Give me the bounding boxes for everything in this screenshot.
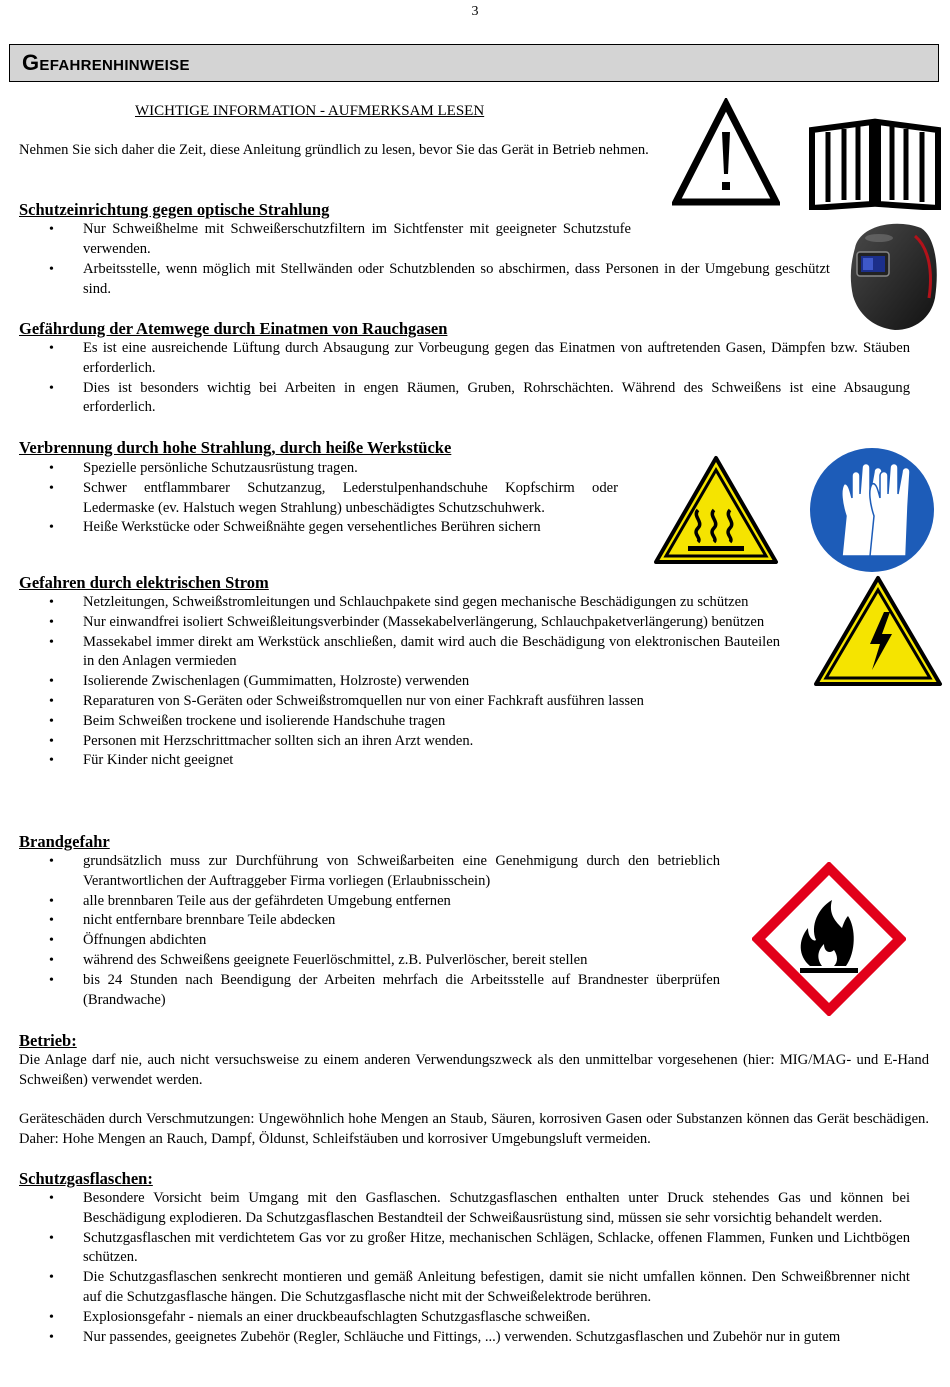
section-heading-gas: Schutzgasflaschen: — [19, 1169, 153, 1188]
section-heading-electric: Gefahren durch elektrischen Strom — [19, 573, 269, 592]
read-manual-icon — [806, 118, 944, 210]
list-item: • nicht entfernbare brennbare Teile abdecken — [0, 911, 720, 931]
section-heading-operation: Betrieb: — [19, 1031, 77, 1050]
respiratory-list — [0, 339, 910, 418]
high-voltage-icon — [812, 574, 944, 688]
list-item: • bis 24 Stunden nach Beendigung der Arbeiten mehrfach die Arbeitsstelle auf Brandnester überprüfen (Brandwache) — [0, 971, 720, 1011]
list-item: • Personen mit Herzschrittmacher sollten sich an ihren Arzt wenden. — [0, 732, 780, 752]
list-item: • Nur einwandfrei isoliert Schweißleitungsverbinder (Massekabelverlängerung, Schlauchpaketverlängerung) benützen — [0, 613, 780, 633]
list-item: • während des Schweißens geeignete Feuerlöschmittel, z.B. Pulverlöscher, bereit stellen — [0, 951, 720, 971]
optical-list-2 — [0, 260, 830, 300]
list-item: • Massekabel immer direkt am Werkstück anschließen, damit wird auch die Beschädigung von elektronischen Bauteilen in den Anlagen vermieden — [0, 633, 780, 673]
fire-list — [0, 852, 720, 1010]
list-item: • grundsätzlich muss zur Durchführung von Schweißarbeiten eine Genehmigung durch den betrieblich Verantwortlichen der Auftraggeber Firma vorliegen (Erlaubnisschein) — [0, 852, 720, 892]
list-item: • Besondere Vorsicht beim Umgang mit den Gasflaschen. Schutzgasflaschen enthalten unter Druck stehendes Gas und können bei Beschädigung explodieren. Da Schutzgasflaschen Bestandteil der Schweißausrüstung sind, müssen sie sehr vorsichtig behandelt werden. — [0, 1189, 910, 1229]
list-item: • Reparaturen von S-Geräten oder Schweißstromquellen nur von einer Fachkraft ausführen lassen — [0, 692, 780, 712]
welding-helmet-icon — [845, 218, 941, 332]
flammable-icon — [752, 862, 906, 1016]
intro-paragraph: Nehmen Sie sich daher die Zeit, diese Anleitung gründlich zu lesen, bevor Sie das Gerät in Betrieb nehmen. — [19, 142, 649, 158]
section-heading-burns: Verbrennung durch hohe Strahlung, durch heiße Werkstücke — [19, 438, 452, 457]
list-item: • Explosionsgefahr - niemals an einer druckbeaufschlagten Schutzgasflasche schweißen. — [0, 1308, 910, 1328]
page-number: 3 — [471, 4, 479, 19]
hot-surface-icon — [652, 454, 780, 566]
list-item: • Beim Schweißen trockene und isolierende Handschuhe tragen — [0, 712, 780, 732]
list-item: • Dies ist besonders wichtig bei Arbeiten in engen Räumen, Gruben, Rohrschächten. Während des Schweißens ist eine Absaugung erforderlich. — [0, 379, 910, 419]
page-title-text: Gefahrenhinweise — [22, 50, 190, 75]
list-item: • Netzleitungen, Schweißstromleitungen und Schlauchpakete sind gegen mechanische Beschädigungen zu schützen — [0, 593, 780, 613]
list-item: • Es ist eine ausreichende Lüftung durch Absaugung zur Vorbeugung gegen das Einatmen von auftretenden Gasen, Dämpfen bzw. Stäuben erforderlich. — [0, 339, 910, 379]
section-heading-fire: Brandgefahr — [19, 832, 110, 851]
electric-list — [0, 593, 780, 771]
list-item: • Arbeitsstelle, wenn möglich mit Stellwänden oder Schutzblenden so abschirmen, dass Personen in der Umgebung geschützt sind. — [0, 260, 830, 300]
page-title — [9, 44, 939, 82]
section-heading-respiratory: Gefährdung der Atemwege durch Einatmen von Rauchgasen — [19, 319, 448, 338]
list-item: • Spezielle persönliche Schutzausrüstung tragen. — [0, 459, 618, 479]
list-item: • Nur Schweißhelme mit Schweißerschutzfiltern im Sichtfenster mit geeigneter Schutzstufe verwenden. — [0, 220, 631, 260]
burns-list — [0, 459, 618, 538]
list-item: • Schutzgasflaschen mit verdichtetem Gas vor zu großer Hitze, mechanischen Schlägen, Schlacke, offenen Flammen, Funken und Lichtbögen schützen. — [0, 1229, 910, 1269]
list-item: • Heiße Werkstücke oder Schweißnähte gegen versehentliches Berühren sichern — [0, 518, 618, 538]
operation-paragraph: Die Anlage darf nie, auch nicht versuchsweise zu einem anderen Verwendungszweck als den unmittelbar vorgesehenen (hier: MIG/MAG- und E-Hand Schweißen) verwendet werden. — [19, 1052, 929, 1088]
list-item: • Für Kinder nicht geeignet — [0, 751, 780, 771]
list-item: • alle brennbaren Teile aus der gefährdeten Umgebung entfernen — [0, 892, 720, 912]
gloves-mandatory-icon — [808, 446, 936, 574]
warning-triangle-icon — [672, 98, 780, 206]
list-item: • Öffnungen abdichten — [0, 931, 720, 951]
list-item: • Nur passendes, geeignetes Zubehör (Regler, Schläuche und Fittings, ...) verwenden. Schutzgasflaschen und Zubehör nur in gutem — [0, 1328, 910, 1348]
gas-list — [0, 1189, 910, 1347]
optical-list — [0, 220, 631, 260]
list-item: • Die Schutzgasflaschen senkrecht montieren und gemäß Anleitung befestigen, damit sie nicht umfallen können. Den Schweißbrenner nicht auf die Schutzgasflasche hängen. Die Schutzgasflasche nicht mit der Schweißelektrode berühren. — [0, 1268, 910, 1308]
contamination-paragraph: Geräteschäden durch Verschmutzungen: Ungewöhnlich hohe Mengen an Staub, Säuren, korrosiven Gasen oder Substanzen können das Gerät beschädigen. Daher: Hohe Mengen an Rauch, Dampf, Öldunst, Schleifstäuben und korrosiver Umgebungsluft vermeiden. — [19, 1111, 929, 1147]
important-notice-heading: WICHTIGE INFORMATION - AUFMERKSAM LESEN — [135, 103, 485, 119]
list-item: • Schwer entflammbarer Schutzanzug, Lederstulpenhandschuhe Kopfschirm oder Ledermaske (ev. Halstuch wegen Strahlung) unbeschädigtes Schutzschuhwerk. — [0, 479, 618, 519]
section-heading-optical: Schutzeinrichtung gegen optische Strahlung — [19, 200, 330, 219]
list-item: • Isolierende Zwischenlagen (Gummimatten, Holzroste) verwenden — [0, 672, 780, 692]
